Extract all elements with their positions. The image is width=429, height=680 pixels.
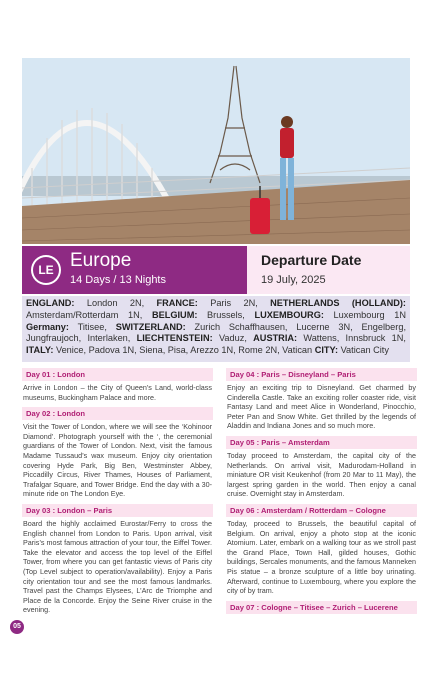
departure-label: Departure Date [261, 252, 362, 268]
country-name: FRANCE: [156, 298, 198, 308]
country-places: London 2N, [86, 298, 145, 308]
destination-badge-label: LE [33, 257, 59, 283]
destination-duration: 14 Days / 13 Nights [70, 274, 166, 286]
country-name: LIECHTENSTEIN: [136, 333, 213, 344]
country-places: Wattens, Innsbruck 1N, [303, 333, 406, 344]
country-places: Venice, Padova 1N, Siena, Pisa, Arezzo 1N, Rome 2N, Vatican [55, 345, 313, 356]
day-description: Today proceed to Amsterdam, the capital city of the Netherlands. On arrival visit, Madurodam-Holland in miniature OR visit Keukenhof (from 20 Mar to 11 May), the largest spring garden in the world. Then enjoy a canal cruise. Overnight stay in Amsterdam. [227, 450, 416, 499]
itinerary-column-left [22, 368, 213, 620]
day-title: Day 07 : Cologne – Titisee – Zurich – Lucerene [226, 601, 417, 614]
eiffel-tower-bridge-illustration [22, 58, 410, 244]
departure-date: 19 July, 2025 [261, 274, 326, 286]
itinerary-day [226, 436, 417, 499]
destination-badge [31, 255, 61, 285]
day-title: Day 05 : Paris – Amsterdam [226, 436, 417, 449]
itinerary-day [226, 504, 417, 596]
country-places: Luxembourg 1N [333, 309, 406, 320]
day-description: Arrive in London – the City of Queen’s Land, world-class museums, Buckingham Palace and more. [23, 383, 212, 402]
day-title: Day 01 : London [22, 368, 213, 381]
itinerary-day [22, 407, 213, 499]
country-places: Amsterdam/Rotterdam 1N, [26, 309, 143, 320]
departure-panel [247, 246, 410, 294]
country-places: Vatican City [340, 345, 389, 356]
hero-photo [22, 58, 410, 244]
itinerary-day [22, 368, 213, 402]
destination-name: Europe [70, 250, 132, 271]
itinerary-column-right [226, 368, 417, 619]
destination-band [22, 246, 410, 294]
itinerary-day [226, 601, 417, 614]
country-places: Titisee, [77, 321, 107, 332]
day-title: Day 06 : Amsterdam / Rotterdam – Cologne [226, 504, 417, 517]
country-places: Brussels, [207, 309, 245, 320]
country-places: Paris 2N, [210, 298, 258, 308]
country-name: SWITZERLAND: [115, 321, 186, 332]
day-description: Today, proceed to Brussels, the beautiful capital of Belgium. On arrival, enjoy a photo stop at the iconic Atomium. Later, embark on a walking tour as we stroll past the Grand Place, Town Hall, gilded houses, Gothic buildings, Sercales monuments, and the famous Manneken Pis statue – a bronze sculpture of a little boy urinating. Afterward, continue to Luxembourg, where you explore the city of by tram. [227, 518, 416, 596]
day-title: Day 02 : London [22, 407, 213, 420]
countries-list [22, 296, 410, 362]
day-description: Enjoy an exciting trip to Disneyland. Get charmed by Cinderella Castle. Take an exciting roller coaster ride, visit Fantasy Land and meet Alice in Wonderland, Pinocchio, Peter Pan and Snow White. Get thrilled by the legends of Aladdin and Indiana Jones and so much more. [227, 383, 416, 431]
country-places: Zurich Schaffhausen, Lucerne 3N, Engelberg, Jungfraujoch, Interlaken, [26, 321, 406, 344]
country-name: Germany: [26, 321, 69, 332]
page-number: 05 [10, 620, 24, 634]
day-title: Day 04 : Paris – Disneyland – Paris [226, 368, 417, 381]
country-places: Vaduz, [218, 333, 247, 344]
itinerary-day [226, 368, 417, 431]
day-description: Visit the Tower of London, where we will see the ‘Kohinoor Diamond’. Photograph yourself with the ‘, the ceremonial guardians of the Tower of London. Next, visit the famous Madame Tussaud’s wax museum. Enjoy city orientation covering Hyde Park, Big Ben, Westminster Abbey, Piccadilly Circus, River Thames, Houses of Parliament, Trafalgar Square, and Tower Bridge. End the day with a 30-minute ride on The London Eye. [23, 422, 212, 499]
country-name: ENGLAND: [26, 298, 75, 308]
country-name: AUSTRIA: [253, 333, 298, 344]
country-name: BELGIUM: [151, 309, 198, 320]
destination-panel [22, 246, 247, 294]
country-name: NETHERLANDS (HOLLAND): [270, 298, 406, 308]
day-description: Board the highly acclaimed Eurostar/Ferry to cross the English channel from London to Paris. Upon arrival, visit Paris’s most famous attraction of your tour, the Eiffel Tower. Take the elevator and access the top level of the Eiffel Tower, from where you can get fantastic views of Paris city (Top Level subject to operation/availability). Enjoy a Paris city orientation tour and see the most famous landmarks. Travel past the Champs Elysees, L’Arc de Triomphe and Place de la Concorde. Enjoy the Seine River cruise in the evening. [23, 518, 212, 615]
day-title: Day 03 : London – Paris [22, 504, 213, 517]
country-name: CITY: [314, 345, 339, 356]
itinerary-day [22, 504, 213, 615]
country-name: LUXEMBOURG: [254, 309, 324, 320]
country-name: ITALY: [26, 345, 54, 356]
